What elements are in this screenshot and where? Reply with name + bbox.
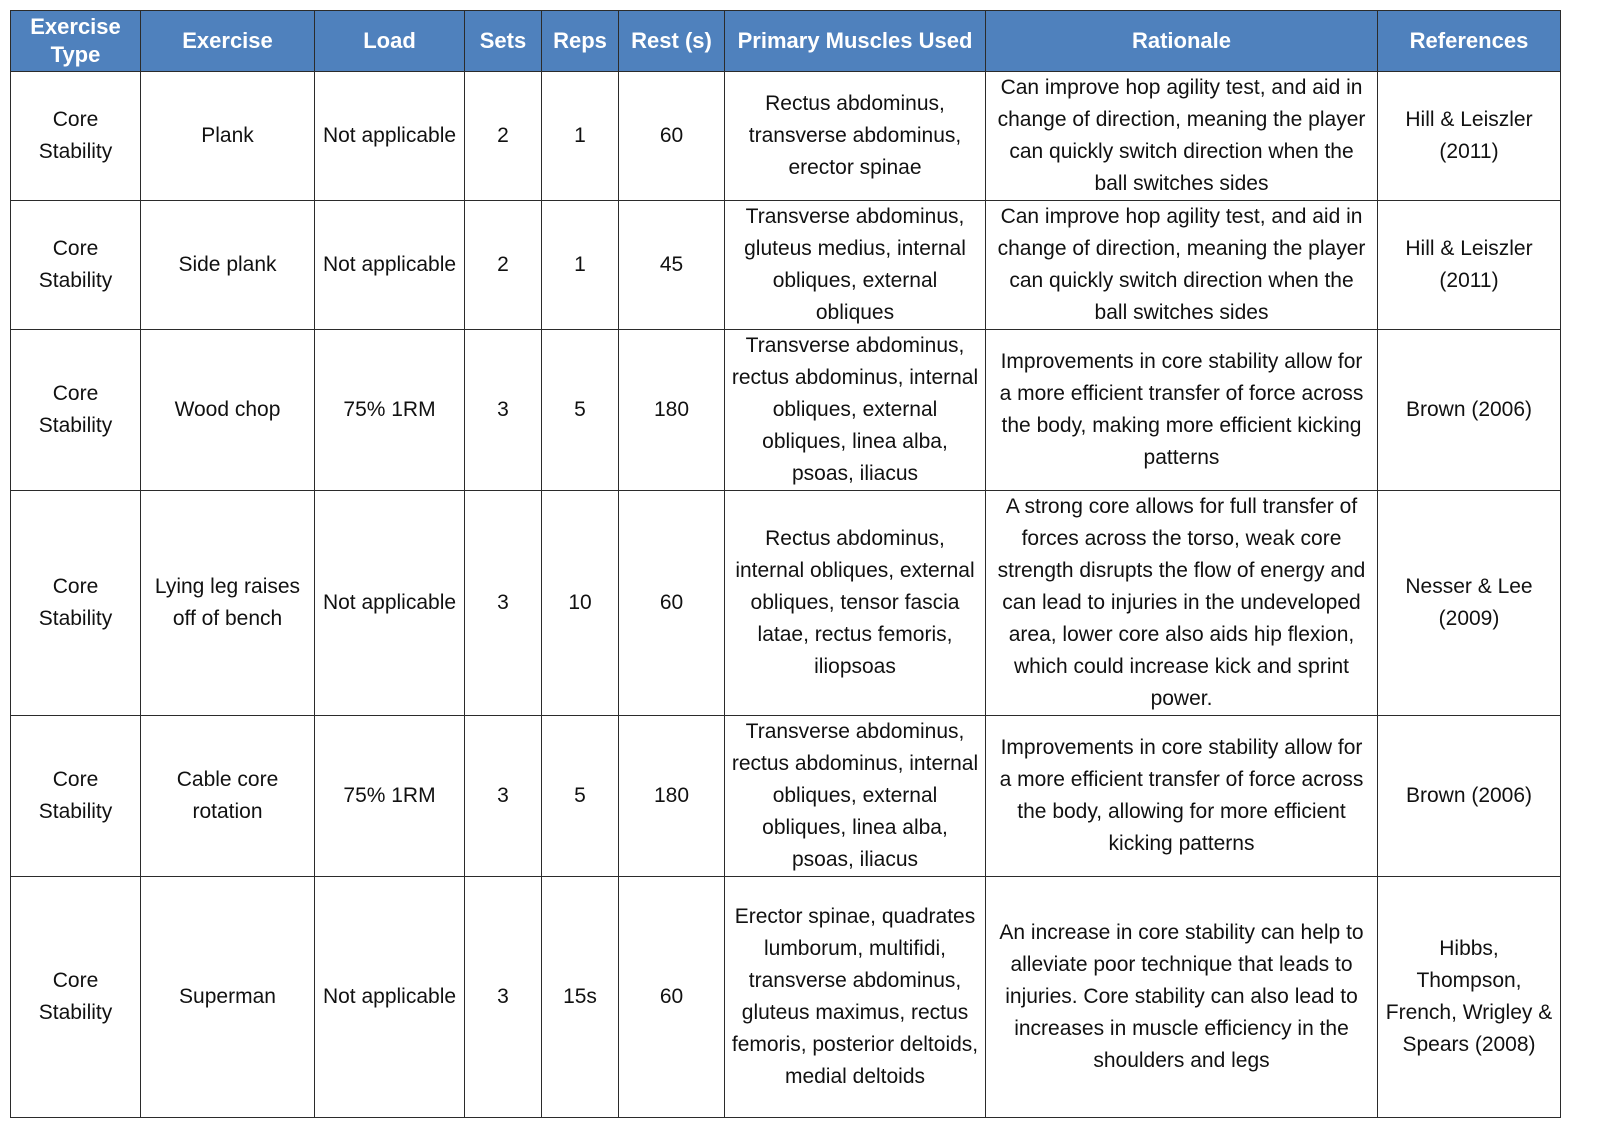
cell-load: Not applicable	[315, 491, 465, 716]
cell-exercise: Plank	[141, 72, 315, 201]
cell-load: Not applicable	[315, 877, 465, 1118]
cell-exercise: Side plank	[141, 201, 315, 330]
cell-references: Hibbs, Thompson, French, Wrigley & Spears (2008)	[1378, 877, 1561, 1118]
header-row	[11, 11, 1561, 72]
cell-rest: 60	[619, 72, 725, 201]
cell-exercise: Lying leg raises off of bench	[141, 491, 315, 716]
cell-reps: 1	[542, 201, 619, 330]
cell-rationale: Improvements in core stability allow for a more efficient transfer of force across the body, making more efficient kicking patterns	[986, 330, 1378, 491]
cell-exercise-type: Core Stability	[11, 72, 141, 201]
cell-rest: 180	[619, 716, 725, 877]
header-rest: Rest (s)	[619, 11, 725, 72]
table-header	[11, 11, 1561, 72]
cell-rationale: Can improve hop agility test, and aid in change of direction, meaning the player can quickly switch direction when the ball switches sides	[986, 72, 1378, 201]
header-exercise: Exercise	[141, 11, 315, 72]
cell-load: Not applicable	[315, 72, 465, 201]
exercise-table	[10, 10, 1561, 1118]
cell-load: 75% 1RM	[315, 330, 465, 491]
header-primary-muscles: Primary Muscles Used	[725, 11, 986, 72]
cell-sets: 3	[465, 877, 542, 1118]
header-reps: Reps	[542, 11, 619, 72]
cell-exercise-type: Core Stability	[11, 491, 141, 716]
cell-references: Nesser & Lee (2009)	[1378, 491, 1561, 716]
table-row	[11, 877, 1561, 1118]
table-body	[11, 72, 1561, 1118]
cell-exercise-type: Core Stability	[11, 716, 141, 877]
table-row	[11, 201, 1561, 330]
cell-reps: 10	[542, 491, 619, 716]
cell-sets: 2	[465, 201, 542, 330]
cell-exercise: Superman	[141, 877, 315, 1118]
table-row	[11, 330, 1561, 491]
cell-reps: 15s	[542, 877, 619, 1118]
header-load: Load	[315, 11, 465, 72]
cell-muscles: Transverse abdominus, gluteus medius, internal obliques, external obliques	[725, 201, 986, 330]
cell-sets: 3	[465, 491, 542, 716]
cell-rationale: A strong core allows for full transfer of forces across the torso, weak core strength disrupts the flow of energy and can lead to injuries in the undeveloped area, lower core also aids hip flexion, which could increase kick and sprint power.	[986, 491, 1378, 716]
header-rationale: Rationale	[986, 11, 1378, 72]
table-row	[11, 72, 1561, 201]
cell-references: Brown (2006)	[1378, 716, 1561, 877]
cell-reps: 1	[542, 72, 619, 201]
cell-references: Brown (2006)	[1378, 330, 1561, 491]
header-sets: Sets	[465, 11, 542, 72]
cell-reps: 5	[542, 716, 619, 877]
cell-references: Hill & Leiszler (2011)	[1378, 201, 1561, 330]
cell-muscles: Rectus abdominus, transverse abdominus, erector spinae	[725, 72, 986, 201]
cell-rationale: An increase in core stability can help to alleviate poor technique that leads to injuries. Core stability can also lead to increases in muscle efficiency in the shoulders and legs	[986, 877, 1378, 1118]
header-references: References	[1378, 11, 1561, 72]
cell-load: Not applicable	[315, 201, 465, 330]
cell-sets: 3	[465, 716, 542, 877]
cell-exercise-type: Core Stability	[11, 201, 141, 330]
cell-reps: 5	[542, 330, 619, 491]
cell-rationale: Improvements in core stability allow for a more efficient transfer of force across the body, allowing for more efficient kicking patterns	[986, 716, 1378, 877]
cell-rest: 60	[619, 877, 725, 1118]
cell-rest: 180	[619, 330, 725, 491]
cell-muscles: Transverse abdominus, rectus abdominus, internal obliques, external obliques, linea alba, psoas, iliacus	[725, 716, 986, 877]
cell-muscles: Erector spinae, quadrates lumborum, multifidi, transverse abdominus, gluteus maximus, rectus femoris, posterior deltoids, medial deltoids	[725, 877, 986, 1118]
cell-muscles: Rectus abdominus, internal obliques, external obliques, tensor fascia latae, rectus femoris, iliopsoas	[725, 491, 986, 716]
cell-sets: 2	[465, 72, 542, 201]
cell-muscles: Transverse abdominus, rectus abdominus, internal obliques, external obliques, linea alba, psoas, iliacus	[725, 330, 986, 491]
cell-sets: 3	[465, 330, 542, 491]
cell-exercise-type: Core Stability	[11, 877, 141, 1118]
table-row	[11, 491, 1561, 716]
header-exercise-type: Exercise Type	[11, 11, 141, 72]
cell-rationale: Can improve hop agility test, and aid in change of direction, meaning the player can quickly switch direction when the ball switches sides	[986, 201, 1378, 330]
table-row	[11, 716, 1561, 877]
cell-rest: 60	[619, 491, 725, 716]
cell-load: 75% 1RM	[315, 716, 465, 877]
cell-exercise: Cable core rotation	[141, 716, 315, 877]
cell-exercise: Wood chop	[141, 330, 315, 491]
cell-exercise-type: Core Stability	[11, 330, 141, 491]
cell-rest: 45	[619, 201, 725, 330]
cell-references: Hill & Leiszler (2011)	[1378, 72, 1561, 201]
